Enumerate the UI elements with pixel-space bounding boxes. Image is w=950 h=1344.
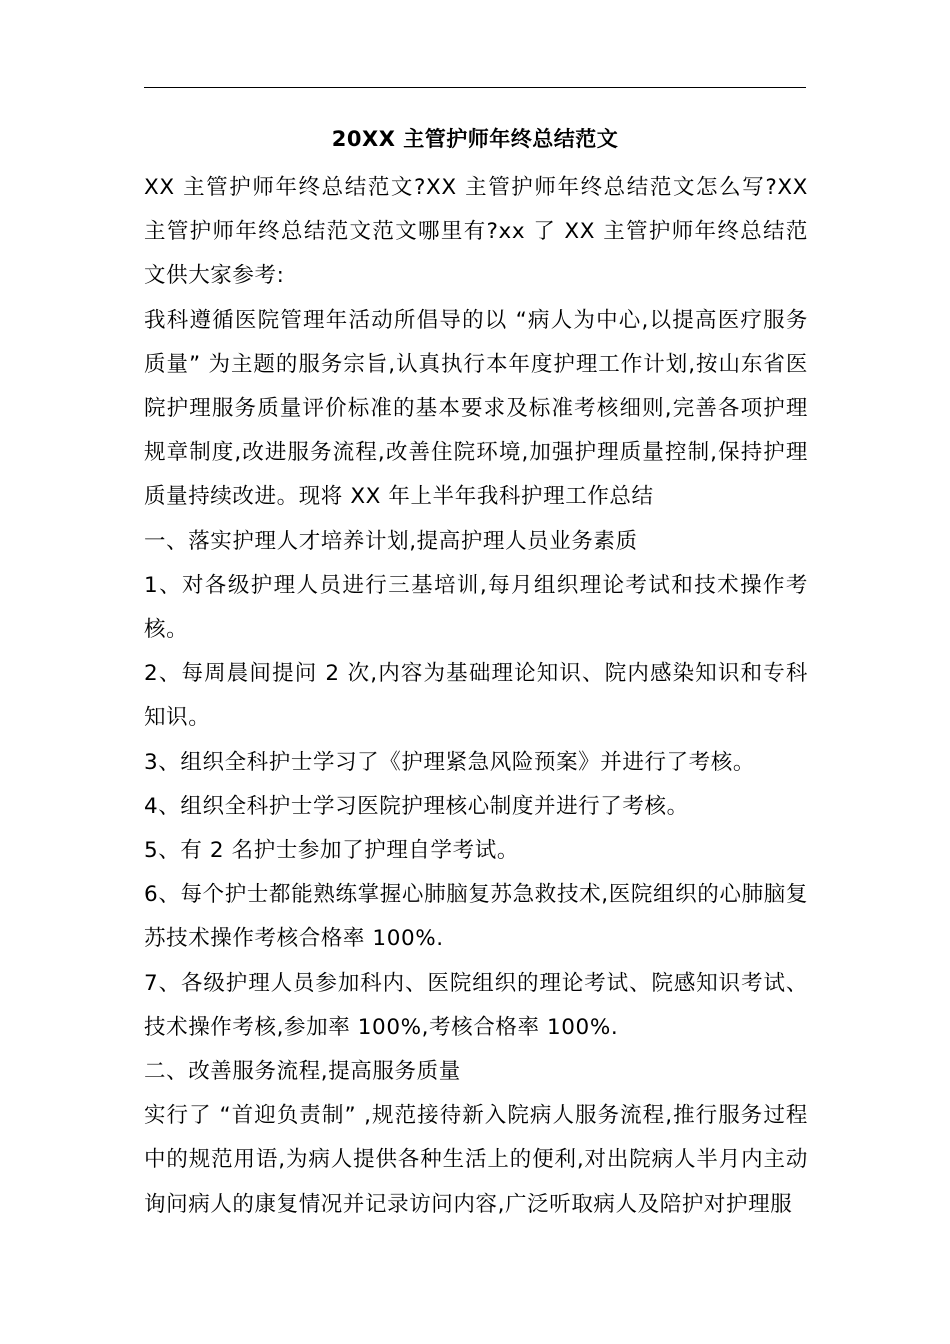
service-paragraph: 实行了 “首迎负责制” ,规范接待新入院病人服务流程,推行服务过程中的规范用语,为病人提供各种生活上的便利,对出院病人半月内主动询问病人的康复情况并记录访问内容,广泛听取病人及陪护对护理服 <box>144 1103 808 1217</box>
document-body <box>144 166 808 1227</box>
intro-paragraph: XX 主管护师年终总结范文?XX 主管护师年终总结范文怎么写?XX 主管护师年终总结范文范文哪里有?xx 了 XX 主管护师年终总结范文供大家参考: <box>144 175 808 289</box>
list-item-4: 4、组织全科护士学习医院护理核心制度并进行了考核。 <box>144 793 689 819</box>
list-item-3: 3、组织全科护士学习了《护理紧急风险预案》并进行了考核。 <box>144 749 755 775</box>
list-item-1: 1、对各级护理人员进行三基培训,每月组织理论考试和技术操作考核。 <box>144 572 808 643</box>
list-item-6: 6、每个护士都能熟练掌握心肺脑复苏急救技术,医院组织的心肺脑复苏技术操作考核合格率 100%. <box>144 882 808 952</box>
list-item-7: 7、各级护理人员参加科内、医院组织的理论考试、院感知识考试、技术操作考核,参加率 100%,考核合格率 100%. <box>144 970 808 1040</box>
list-item-2: 2、每周晨间提问 2 次,内容为基础理论知识、院内感染知识和专科知识。 <box>144 661 808 731</box>
document-title: 20XX 主管护师年终总结范文 <box>331 127 619 151</box>
header-rule <box>144 87 806 88</box>
section-heading-1: 一、落实护理人才培养计划,提高护理人员业务素质 <box>144 528 638 554</box>
list-item-5: 5、有 2 名护士参加了护理自学考试。 <box>144 838 519 864</box>
summary-paragraph: 我科遵循医院管理年活动所倡导的以 “病人为中心,以提高医疗服务质量” 为主题的服务宗旨,认真执行本年度护理工作计划,按山东省医院护理服务质量评价标准的基本要求及标准考核细则,完善各项护理规章制度,改进服务流程,改善住院环境,加强护理质量控制,保持护理质量持续改进。现将 XX 年上半年我科护理工作总结 <box>144 307 808 510</box>
section-heading-2: 二、改善服务流程,提高服务质量 <box>144 1059 461 1085</box>
